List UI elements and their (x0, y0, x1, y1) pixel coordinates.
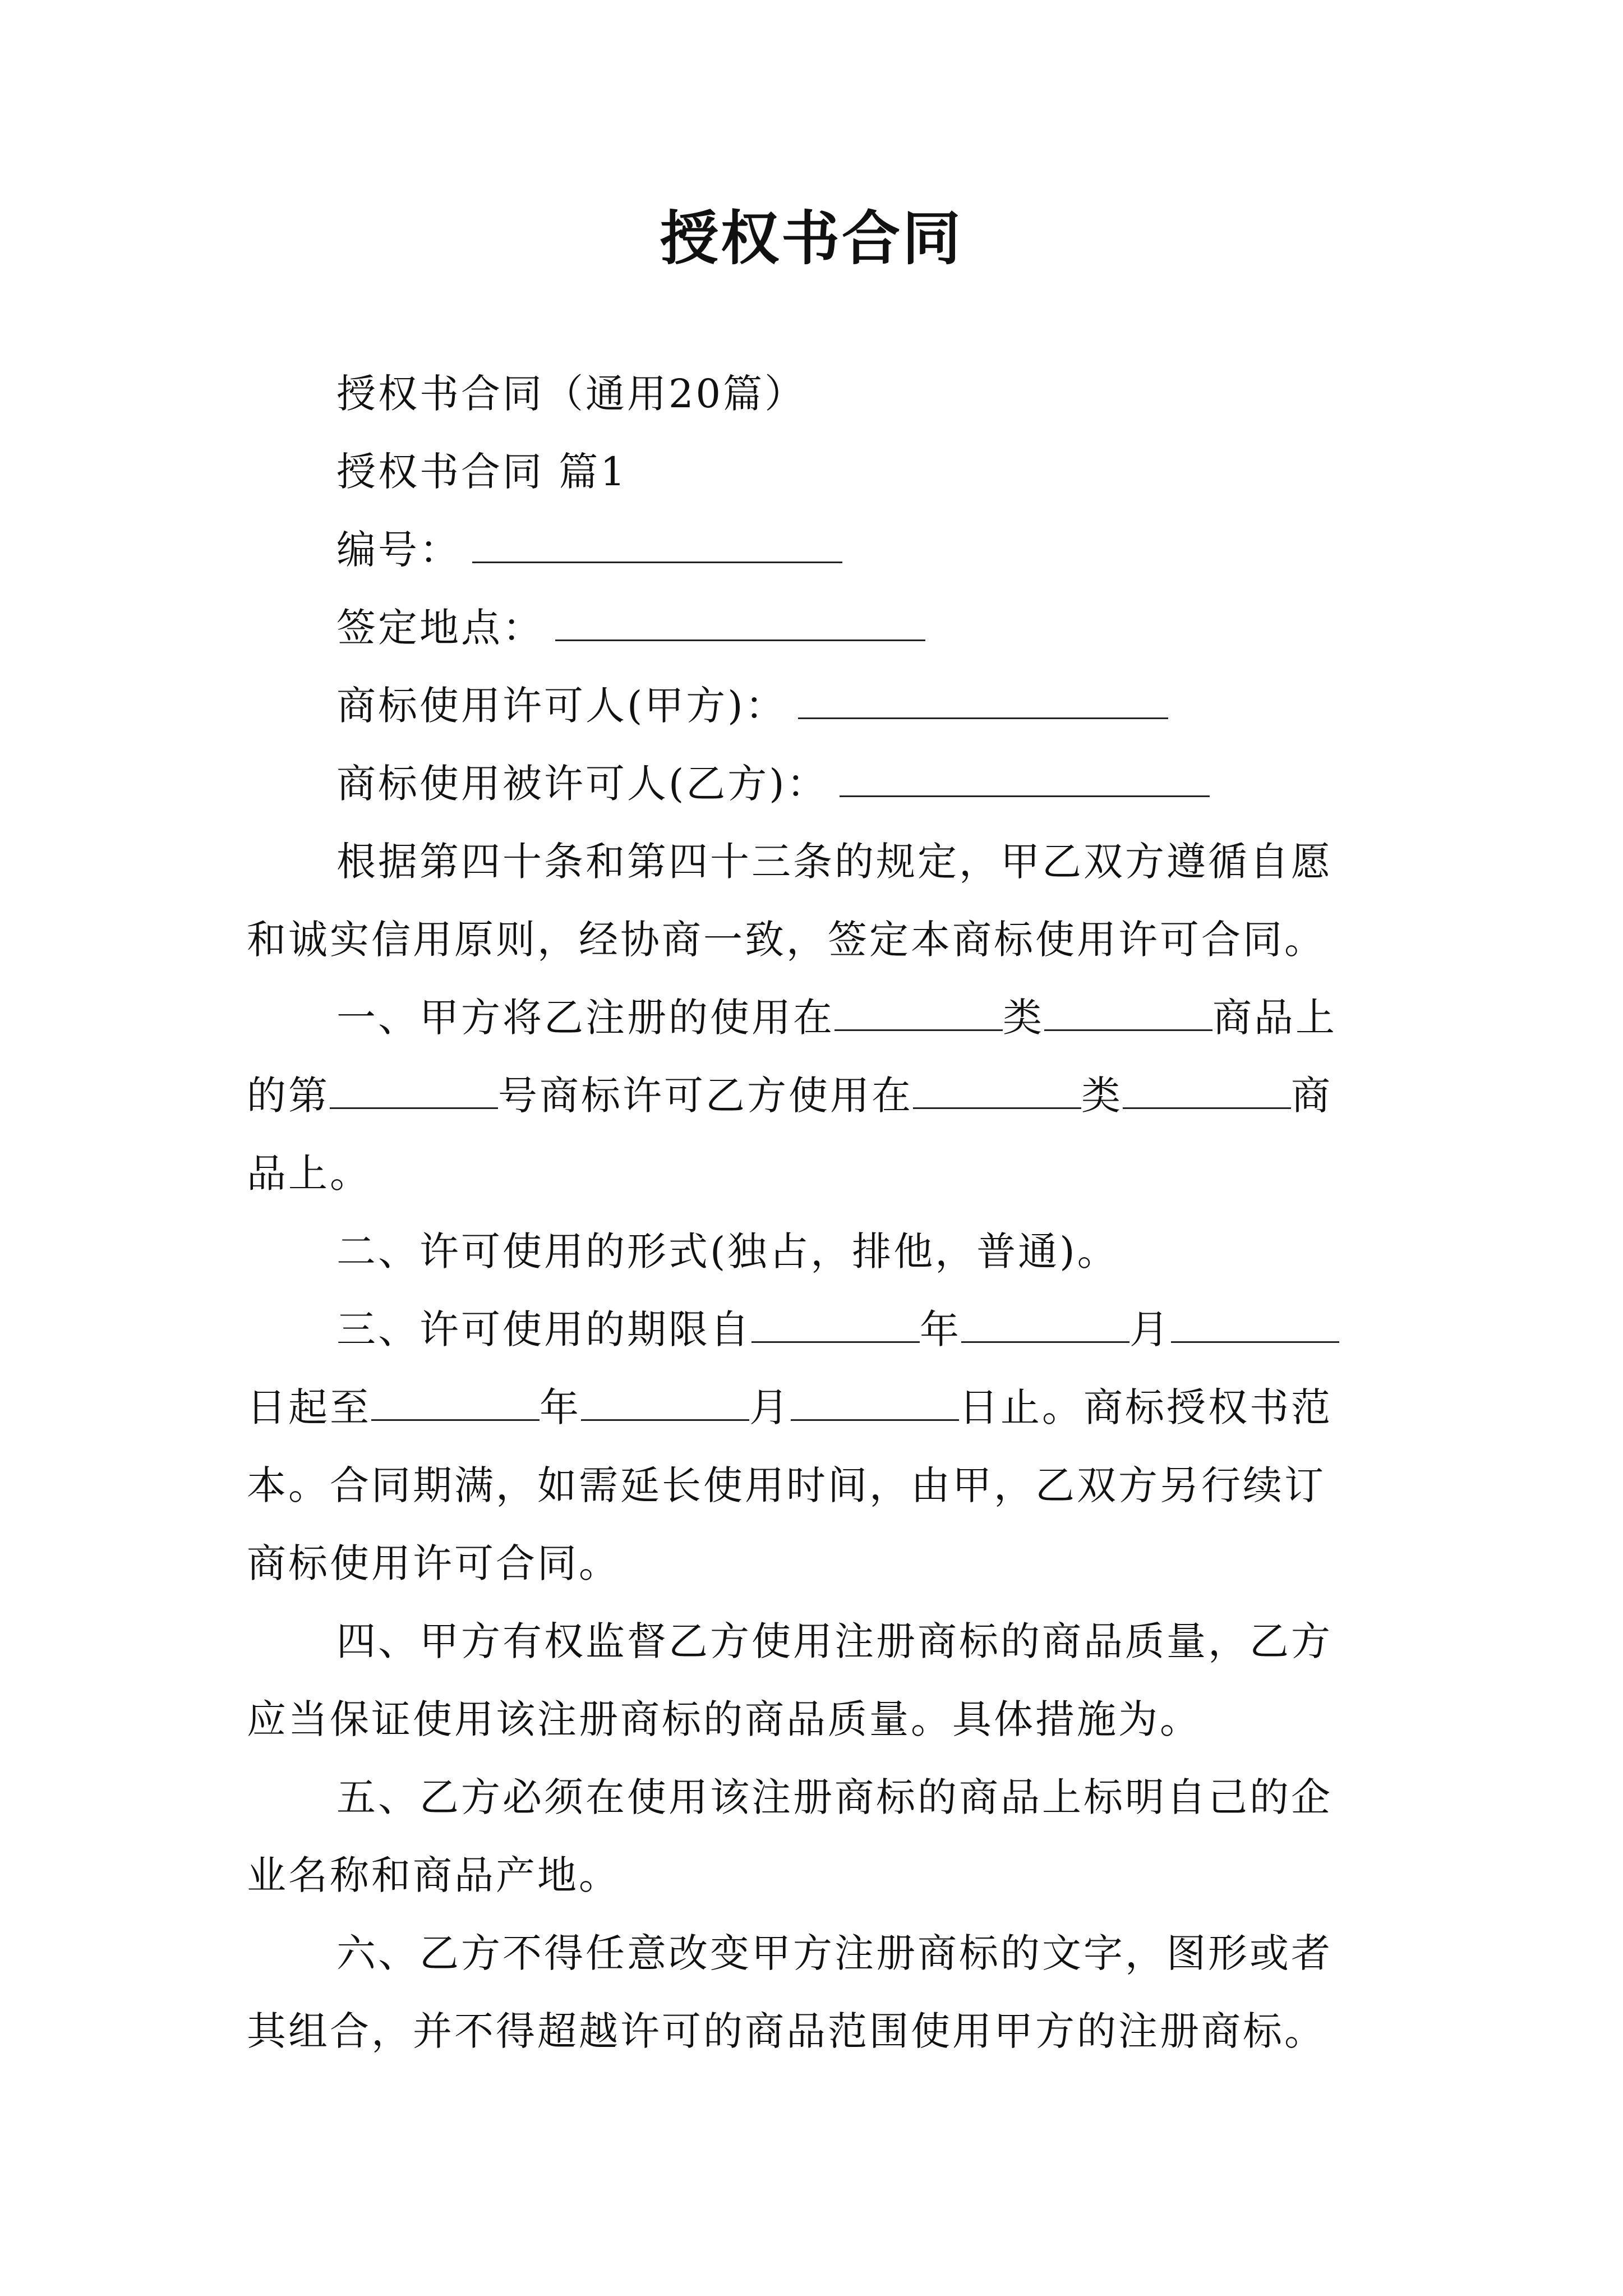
place-blank (555, 635, 925, 641)
licensor-blank (798, 713, 1168, 719)
clause-1-line-3: 品上。 (247, 1151, 371, 1197)
number-field (247, 526, 1380, 573)
clause-text: 号商标许可乙方使用在 (498, 1073, 913, 1119)
document-title: 授权书合同 (660, 204, 963, 273)
clause-text: 的第 (247, 1073, 330, 1119)
number-label: 编号： (336, 527, 461, 573)
clause-text: 日止。商标授权书范 (959, 1384, 1332, 1430)
clause-3-line-2 (247, 1384, 1380, 1431)
document-body (247, 370, 1380, 2086)
clause-text: 类 (1081, 1073, 1123, 1119)
subtitle: 授权书合同（通用20篇） (336, 371, 806, 417)
clause-5-line-1: 五、乙方必须在使用该注册商标的商品上标明自己的企 (336, 1774, 1332, 1820)
clause-5-line-2: 业名称和商品产地。 (247, 1852, 620, 1898)
clause-text: 三、许可使用的期限自 (336, 1306, 751, 1352)
clause-1-line-1 (247, 994, 1380, 1041)
clause-3-line-3: 本。合同期满，如需延长使用时间，由甲，乙双方另行续订 (247, 1462, 1326, 1508)
blank (1044, 1025, 1212, 1031)
licensee-label: 商标使用被许可人(乙方)： (336, 761, 828, 807)
clause-3-line-4: 商标使用许可合同。 (247, 1540, 620, 1586)
clause-3-line-1 (247, 1306, 1380, 1353)
blank (913, 1103, 1081, 1109)
licensor-label: 商标使用许可人(甲方)： (336, 683, 787, 729)
clause-text: 月 (1129, 1306, 1171, 1352)
blank (834, 1025, 1003, 1031)
intro-line-2: 和诚实信用原则，经协商一致，签定本商标使用许可合同。 (247, 917, 1326, 963)
blank (330, 1103, 498, 1109)
number-blank (472, 557, 842, 563)
place-field (247, 604, 1380, 651)
licensee-field (247, 760, 1380, 807)
part-heading: 授权书合同 篇1 (336, 449, 628, 495)
intro-line-1: 根据第四十条和第四十三条的规定，甲乙双方遵循自愿 (336, 839, 1332, 885)
clause-2: 二、许可使用的形式(独占，排他，普通)。 (336, 1228, 1119, 1274)
clause-text: 月 (749, 1384, 791, 1430)
clause-6-line-1: 六、乙方不得任意改变甲方注册商标的文字，图形或者 (336, 1930, 1332, 1976)
clause-text: 商品上 (1212, 995, 1337, 1041)
clause-text: 商 (1291, 1073, 1332, 1119)
clause-6-line-2: 其组合，并不得超越许可的商品范围使用甲方的注册商标。 (247, 2008, 1326, 2054)
blank (961, 1337, 1129, 1343)
blank (1171, 1337, 1339, 1343)
blank (371, 1415, 540, 1421)
clause-text: 年 (920, 1306, 961, 1352)
place-label: 签定地点： (336, 605, 544, 651)
blank (581, 1415, 749, 1421)
licensor-field (247, 682, 1380, 729)
clause-text: 年 (540, 1384, 581, 1430)
blank (791, 1415, 959, 1421)
blank (751, 1337, 920, 1343)
clause-text: 日起至 (247, 1384, 371, 1430)
clause-1-line-2 (247, 1072, 1380, 1119)
clause-4-line-2: 应当保证使用该注册商标的商品质量。具体措施为。 (247, 1696, 1201, 1742)
clause-text: 一、甲方将乙注册的使用在 (336, 995, 834, 1041)
clause-text: 类 (1003, 995, 1044, 1041)
licensee-blank (840, 791, 1210, 797)
clause-4-line-1: 四、甲方有权监督乙方使用注册商标的商品质量，乙方 (336, 1618, 1332, 1664)
blank (1123, 1103, 1291, 1109)
